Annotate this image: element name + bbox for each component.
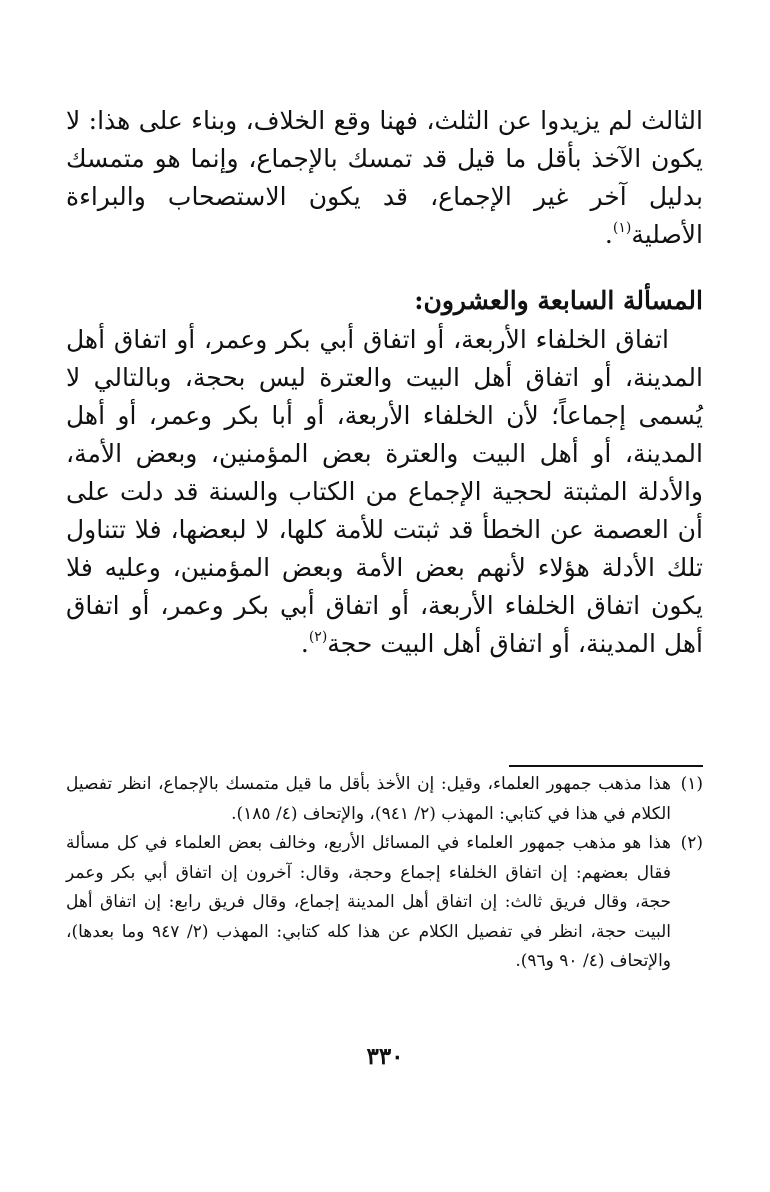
footnote: [66, 770, 703, 829]
continuation-paragraph-text: الثالث لم يزيدوا عن الثلث، فهنا وقع الخلاف، وبناء على هذا: لا يكون الآخذ بأقل ما قيل قد تمسك بالإجماع، وإنما هو متمسك بدليل آخر غير الإجماع، قد يكون الاستصحاب والبراءة الأصلية: [66, 106, 703, 249]
footnote-separator: [509, 765, 703, 767]
page-number: ٣٣٠: [366, 1043, 404, 1070]
section-paragraph-text: اتفاق الخلفاء الأربعة، أو اتفاق أبي بكر وعمر، أو اتفاق أهل المدينة، أو اتفاق أهل البيت والعترة ليس بحجة، وبالتالي لا يُسمى إجماعاً؛ لأن الخلفاء الأربعة، أو أبا بكر وعمر، أو أهل المدينة، أو أهل البيت والعترة بعض المؤمنين، وبعض الأمة، والأدلة المثبتة لحجية الإجماع من الكتاب والسنة قد دلت على أن العصمة عن الخطأ قد ثبتت للأمة كلها، لا لبعضها، فلا تتناول تلك الأدلة هؤلاء لأنهم بعض الأمة وبعض المؤمنين، وعليه فلا يكون اتفاق الخلفاء الأربعة، أو اتفاق أبي بكر وعمر، أو اتفاق أهل المدينة، أو اتفاق أهل البيت حجة: [66, 325, 703, 658]
footnotes: [66, 770, 703, 977]
section-heading: المسألة السابعة والعشرون:: [414, 286, 703, 315]
footnote-ref-1: (١): [612, 220, 632, 236]
paragraph-end-mark: .: [300, 629, 309, 658]
paragraph-end-mark: .: [604, 220, 613, 249]
footnote: [66, 829, 703, 977]
section-paragraph: [66, 321, 703, 663]
footnote-number: (٢): [680, 833, 703, 853]
continuation-paragraph: [66, 102, 703, 254]
footnote-number: (١): [680, 774, 703, 794]
footnote-text: هذا مذهب جمهور العلماء، وقيل: إن الأخذ بأقل ما قيل متمسك بالإجماع، انظر تفصيل الكلام في هذا في كتابي: المهذب (٢/ ٩٤١)، والإتحاف (٤/ ١٨٥).: [66, 774, 671, 824]
footnote-text: هذا هو مذهب جمهور العلماء في المسائل الأربع، وخالف بعض العلماء في كل مسألة فقال بعضهم: إن اتفاق الخلفاء إجماع وحجة، وقال: آخرون إن اتفاق أبي بكر وعمر حجة، وقال فريق ثالث: إن اتفاق أهل المدينة إجماع، وقال فريق رابع: إن اتفاق أهل البيت حجة، انظر في تفصيل الكلام عن هذا كله كتابي: المهذب (٢/ ٩٤٧ وما بعدها)، والإتحاف (٤/ ٩٠ و٩٦).: [66, 833, 671, 971]
footnote-ref-2: (٢): [308, 629, 328, 645]
